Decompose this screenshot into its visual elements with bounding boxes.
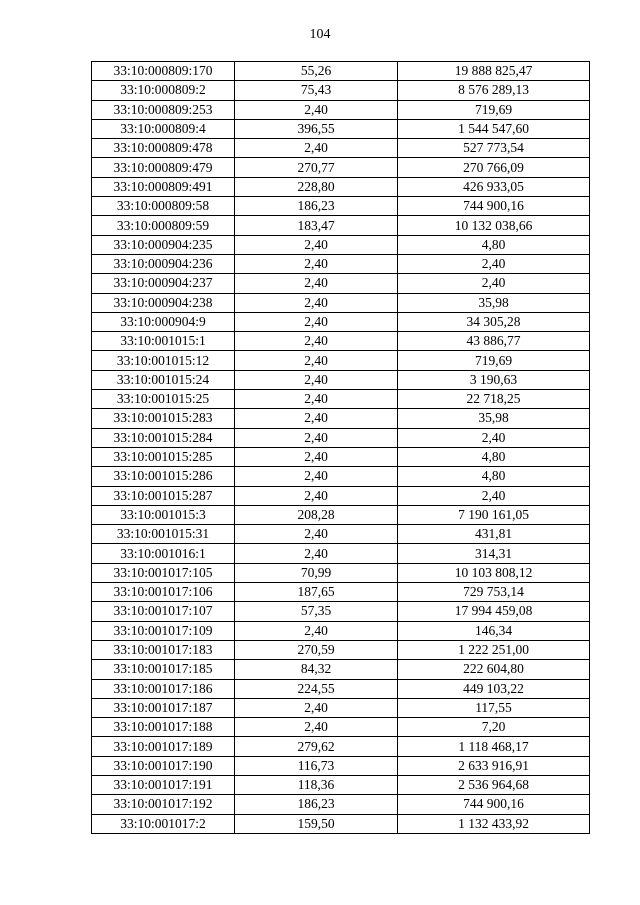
table-row [92,254,590,273]
table-row [92,81,590,100]
table-row [92,795,590,814]
cadastral-number-cell: 33:10:001017:186 [92,679,235,698]
table-row [92,216,590,235]
area-cell: 2,40 [235,698,398,717]
area-cell: 2,40 [235,370,398,389]
table-row [92,563,590,582]
table-row [92,312,590,331]
table-row [92,486,590,505]
cadastral-number-cell: 33:10:001017:109 [92,621,235,640]
value-cell: 314,31 [398,544,590,563]
table-row [92,158,590,177]
cadastral-number-cell: 33:10:001015:284 [92,428,235,447]
area-cell: 270,77 [235,158,398,177]
value-cell: 19 888 825,47 [398,62,590,81]
table-row [92,409,590,428]
value-cell: 719,69 [398,351,590,370]
cadastral-number-cell: 33:10:001016:1 [92,544,235,563]
cadastral-number-cell: 33:10:001017:105 [92,563,235,582]
value-cell: 449 103,22 [398,679,590,698]
cadastral-number-cell: 33:10:000809:478 [92,139,235,158]
value-cell: 34 305,28 [398,312,590,331]
table-row [92,660,590,679]
cadastral-number-cell: 33:10:001015:3 [92,505,235,524]
cadastral-number-cell: 33:10:001015:285 [92,447,235,466]
table-row [92,370,590,389]
table-row [92,390,590,409]
table-row [92,775,590,794]
area-cell: 2,40 [235,293,398,312]
table-body [92,62,590,834]
cadastral-number-cell: 33:10:000809:58 [92,197,235,216]
table-row [92,621,590,640]
table-row [92,139,590,158]
cadastral-number-cell: 33:10:001015:12 [92,351,235,370]
area-cell: 2,40 [235,467,398,486]
cadastral-number-cell: 33:10:000904:235 [92,235,235,254]
value-cell: 2 633 916,91 [398,756,590,775]
cadastral-number-cell: 33:10:001017:183 [92,640,235,659]
cadastral-number-cell: 33:10:001015:25 [92,390,235,409]
area-cell: 55,26 [235,62,398,81]
area-cell: 183,47 [235,216,398,235]
area-cell: 187,65 [235,583,398,602]
area-cell: 57,35 [235,602,398,621]
area-cell: 2,40 [235,621,398,640]
area-cell: 2,40 [235,390,398,409]
cadastral-number-cell: 33:10:001015:31 [92,525,235,544]
value-cell: 1 222 251,00 [398,640,590,659]
area-cell: 2,40 [235,447,398,466]
cadastral-number-cell: 33:10:001017:192 [92,795,235,814]
area-cell: 208,28 [235,505,398,524]
area-cell: 2,40 [235,486,398,505]
cadastral-number-cell: 33:10:000809:59 [92,216,235,235]
cadastral-number-cell: 33:10:000809:4 [92,119,235,138]
table-row [92,718,590,737]
area-cell: 2,40 [235,544,398,563]
area-cell: 116,73 [235,756,398,775]
area-cell: 2,40 [235,332,398,351]
cadastral-number-cell: 33:10:000904:238 [92,293,235,312]
table-row [92,467,590,486]
table-row [92,197,590,216]
area-cell: 2,40 [235,525,398,544]
area-cell: 84,32 [235,660,398,679]
table-row [92,756,590,775]
table-row [92,428,590,447]
cadastral-number-cell: 33:10:001017:106 [92,583,235,602]
table-row [92,332,590,351]
table-row [92,351,590,370]
area-cell: 2,40 [235,312,398,331]
cadastral-table [91,61,590,834]
value-cell: 2,40 [398,428,590,447]
table-row [92,177,590,196]
table-row [92,640,590,659]
value-cell: 1 118 468,17 [398,737,590,756]
cadastral-number-cell: 33:10:001015:1 [92,332,235,351]
page-number: 104 [309,27,331,42]
area-cell: 159,50 [235,814,398,833]
area-cell: 2,40 [235,100,398,119]
value-cell: 35,98 [398,409,590,428]
value-cell: 8 576 289,13 [398,81,590,100]
table-row [92,100,590,119]
area-cell: 279,62 [235,737,398,756]
value-cell: 744 900,16 [398,197,590,216]
cadastral-number-cell: 33:10:001017:189 [92,737,235,756]
value-cell: 1 544 547,60 [398,119,590,138]
value-cell: 3 190,63 [398,370,590,389]
cadastral-number-cell: 33:10:001017:190 [92,756,235,775]
value-cell: 2,40 [398,274,590,293]
table-row [92,505,590,524]
table-row [92,814,590,833]
value-cell: 270 766,09 [398,158,590,177]
cadastral-number-cell: 33:10:001017:2 [92,814,235,833]
value-cell: 7 190 161,05 [398,505,590,524]
cadastral-number-cell: 33:10:001015:286 [92,467,235,486]
table-row [92,447,590,466]
value-cell: 43 886,77 [398,332,590,351]
value-cell: 10 103 808,12 [398,563,590,582]
value-cell: 426 933,05 [398,177,590,196]
value-cell: 2,40 [398,486,590,505]
value-cell: 117,55 [398,698,590,717]
area-cell: 186,23 [235,197,398,216]
area-cell: 396,55 [235,119,398,138]
area-cell: 75,43 [235,81,398,100]
area-cell: 2,40 [235,409,398,428]
cadastral-number-cell: 33:10:001017:187 [92,698,235,717]
area-cell: 228,80 [235,177,398,196]
value-cell: 222 604,80 [398,660,590,679]
cadastral-number-cell: 33:10:001015:24 [92,370,235,389]
area-cell: 2,40 [235,718,398,737]
cadastral-number-cell: 33:10:000809:253 [92,100,235,119]
table-row [92,274,590,293]
value-cell: 719,69 [398,100,590,119]
value-cell: 431,81 [398,525,590,544]
cadastral-number-cell: 33:10:000904:9 [92,312,235,331]
value-cell: 22 718,25 [398,390,590,409]
table-row [92,235,590,254]
area-cell: 2,40 [235,254,398,273]
area-cell: 70,99 [235,563,398,582]
cadastral-number-cell: 33:10:001017:191 [92,775,235,794]
value-cell: 4,80 [398,447,590,466]
table-row [92,679,590,698]
area-cell: 2,40 [235,235,398,254]
value-cell: 4,80 [398,467,590,486]
area-cell: 2,40 [235,351,398,370]
area-cell: 2,40 [235,139,398,158]
value-cell: 744 900,16 [398,795,590,814]
cadastral-number-cell: 33:10:001015:287 [92,486,235,505]
table-row [92,544,590,563]
table-row [92,602,590,621]
area-cell: 186,23 [235,795,398,814]
cadastral-number-cell: 33:10:001017:188 [92,718,235,737]
table-row [92,737,590,756]
value-cell: 2 536 964,68 [398,775,590,794]
value-cell: 729 753,14 [398,583,590,602]
value-cell: 10 132 038,66 [398,216,590,235]
table-row [92,293,590,312]
value-cell: 2,40 [398,254,590,273]
area-cell: 270,59 [235,640,398,659]
area-cell: 224,55 [235,679,398,698]
value-cell: 146,34 [398,621,590,640]
table-row [92,698,590,717]
value-cell: 35,98 [398,293,590,312]
value-cell: 527 773,54 [398,139,590,158]
cadastral-number-cell: 33:10:001017:107 [92,602,235,621]
area-cell: 2,40 [235,274,398,293]
value-cell: 17 994 459,08 [398,602,590,621]
cadastral-number-cell: 33:10:000809:491 [92,177,235,196]
value-cell: 1 132 433,92 [398,814,590,833]
value-cell: 4,80 [398,235,590,254]
table-row [92,583,590,602]
table-row [92,525,590,544]
cadastral-number-cell: 33:10:001017:185 [92,660,235,679]
cadastral-number-cell: 33:10:001015:283 [92,409,235,428]
area-cell: 118,36 [235,775,398,794]
value-cell: 7,20 [398,718,590,737]
cadastral-number-cell: 33:10:000904:236 [92,254,235,273]
cadastral-number-cell: 33:10:000904:237 [92,274,235,293]
cadastral-number-cell: 33:10:000809:479 [92,158,235,177]
cadastral-number-cell: 33:10:000809:2 [92,81,235,100]
table-row [92,119,590,138]
area-cell: 2,40 [235,428,398,447]
table-row [92,62,590,81]
cadastral-number-cell: 33:10:000809:170 [92,62,235,81]
